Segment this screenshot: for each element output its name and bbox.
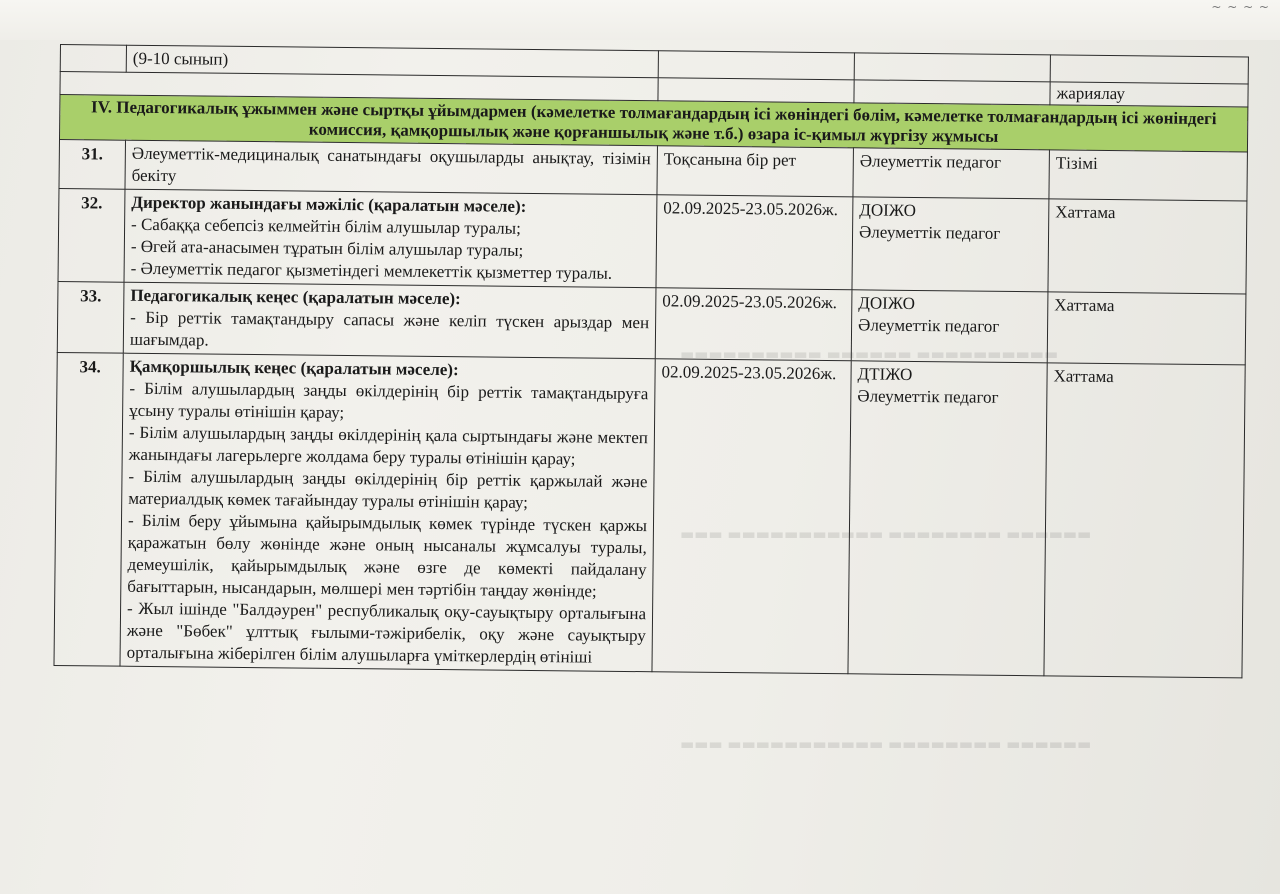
table-row [58,188,1247,293]
cell-empty [854,80,1050,105]
row-title: Педагогикалық кеңес (қаралатын мәселе): [130,285,461,309]
row-number: 33. [57,281,124,353]
class-note-cell: (9-10 сынып) [126,45,658,78]
row-outcome: Хаттама [1044,363,1245,678]
row-outcome: Тізімі [1049,150,1248,201]
row-line: - Білім алушылардың заңды өкілдерінің бір реттік тамақтандыруға ұсыну туралы өтінішін қарау; [129,378,649,422]
responsible-person: Әлеуметтік педагог [858,222,1001,243]
responsible-org: ДТІЖО [857,364,913,384]
row-number: 31. [59,140,126,190]
top-outcome-cell: жариялау [1050,82,1248,107]
row-title: Қамқоршылық кеңес (қаралатын мәселе): [129,356,459,380]
row-period: 02.09.2025-23.05.2026ж. [655,288,852,361]
row-line: - Сабаққа себепсіз келмейтін білім алушылар туралы; [131,214,521,238]
responsible-person: Әлеуметтік педагог [857,386,999,407]
row-line: - Әлеуметтік педагог қызметіндегі мемлекеттік қызметтер туралы. [130,258,613,283]
row-responsible: Әлеуметтік педагог [853,148,1050,199]
row-period: 02.09.2025-23.05.2026ж. [656,195,853,290]
row-line: - Білім алушылардың заңды өкілдерінің бір реттік қаржылай және материалдық көмек тағайындау туралы өтінішін қарау; [128,466,648,512]
row-number: 32. [58,188,125,282]
row-period: Тоқсанына бір рет [657,146,854,197]
row-line: - Білім беру ұйымына қайырымдылық көмек түрінде түскен қаржы қаражатын бөлу жөнінде және оның нысаналы жұмсалуы туралы, демеушілік, қайырымдылық және өзге де көмекті пайдалану бағыттарын, нысандарын, мөлшері мен тәртібін таңдау жөнінде; [127,510,648,601]
work-plan-table [53,44,1248,678]
corner-scribble-icon: ~ ~ ~ ~ [1211,0,1270,14]
row-period: 02.09.2025-23.05.2026ж. [652,359,851,674]
row-line: - Бір реттік тамақтандыру сапасы және келіп түскен арыздар мен шағымдар. [129,307,650,350]
responsible-person: Әлеуметтік педагог [858,315,1000,336]
responsible-org: ДОІЖО [858,293,916,313]
bleed-through-mark: ▬▬▬ ▬▬▬▬▬▬▬▬▬▬▬ ▬▬▬▬▬▬▬▬ ▬▬▬▬▬▬ [680,735,1092,753]
table-row [57,281,1246,364]
cell-empty [854,53,1050,82]
row-line: - Жыл ішінде "Балдәурен" республикалық оқу-сауықтыру орталығына және "Бөбек" ұлттық ғылыми-тәжірибелік, оқу және сауықтыру орталығына жіберілген білім алушыларға үміткерлердің өтініші [126,598,647,667]
row-responsible [851,290,1048,363]
cell-empty [658,51,854,80]
responsible-org: ДОІЖО [859,200,917,220]
row-description: Әлеуметтік-медициналық санатындағы оқушыларды анықтау, тізімін бекіту [125,140,657,195]
cell-empty [658,78,854,103]
row-responsible [852,197,1049,292]
paper-top-edge [0,0,1280,40]
row-outcome: Хаттама [1048,199,1247,294]
row-line: - Білім алушылардың заңды өкілдерінің қала сыртындағы және мектеп жанындағы лагерьлерге жолдама беру туралы өтінішін қарау; [128,422,649,469]
section-title: IV. Педагогикалық ұжыммен және сыртқы ұйымдармен (кәмелетке толмағандардың ісі жөніндегі бөлім, кәмелетке толмағандардың ісі жөніндегі комиссия, қамқоршылық және қорғаншылық және т.б.) өзара іс-қимыл жүргізу жұмысы [59,95,1247,152]
bleed-through-mark: ▬▬▬▬▬▬▬▬▬▬ ▬▬▬▬▬▬ ▬▬▬▬▬▬▬▬▬▬ [680,345,1059,363]
row-title: Директор жанындағы мәжіліс (қаралатын мәселе): [131,192,527,216]
cell-empty [60,45,126,73]
row-description [124,189,657,288]
row-number: 34. [54,352,123,666]
row-responsible [848,361,1047,676]
bleed-through-mark: ▬▬▬ ▬▬▬▬▬▬▬▬▬▬▬ ▬▬▬▬▬▬▬▬ ▬▬▬▬▬▬ [680,525,1092,543]
row-description [123,282,656,359]
row-line: - Өгей ата-анасымен тұратын білім алушылар туралы; [130,236,524,260]
row-description [120,353,655,672]
cell-empty [1050,55,1248,84]
table-row [54,352,1245,677]
row-outcome: Хаттама [1047,292,1246,365]
